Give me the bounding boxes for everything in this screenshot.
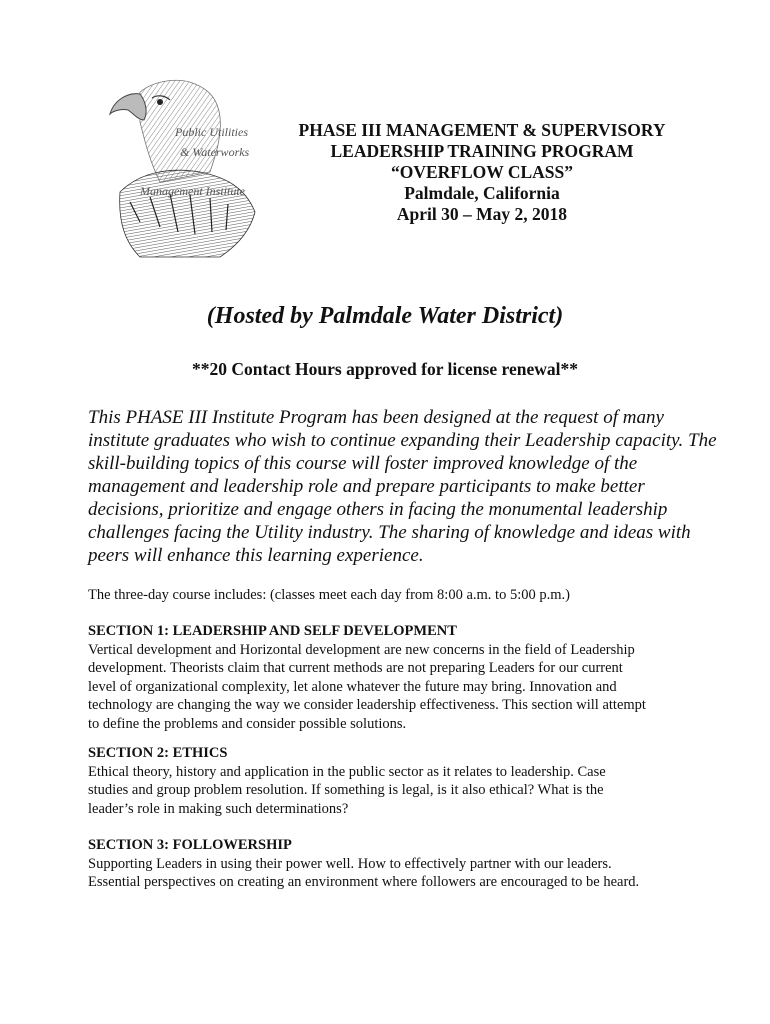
header-line-3: “OVERFLOW CLASS” (390, 162, 573, 182)
intro-line: This PHASE III Institute Program has been designed at the request of many (88, 407, 664, 428)
section-title: SECTION 3: FOLLOWERSHIP (88, 837, 292, 853)
section-title: SECTION 1: LEADERSHIP AND SELF DEVELOPMENT (88, 623, 457, 639)
contact-hours-note: **20 Contact Hours approved for license renewal** (192, 359, 578, 379)
intro-line: peers will enhance this learning experience. (88, 545, 424, 566)
section-followership (88, 836, 688, 892)
section-text-line: Ethical theory, history and application in the public sector as it relates to leadership. Case (88, 763, 606, 780)
section-text-line: Supporting Leaders in using their power well. How to effectively partner with our leaders. (88, 855, 612, 872)
section-text-line: to define the problems and consider possible solutions. (88, 715, 407, 732)
header-dates: April 30 – May 2, 2018 (396, 204, 568, 224)
intro-paragraph (88, 406, 717, 567)
section-text-line: level of organizational complexity, let alone whatever the future may bring. Innovation and (88, 678, 617, 695)
section-text-line: Vertical development and Horizontal development are new concerns in the field of Leadership (88, 641, 635, 658)
section-ethics (88, 744, 688, 818)
logo-text-line1: Public Utilities (175, 125, 248, 139)
intro-line: decisions, prioritize and engage others in facing the monumental leadership (88, 499, 668, 520)
section-text-line: leader’s role in making such determinations? (88, 800, 349, 817)
header-line-2: LEADERSHIP TRAINING PROGRAM (330, 141, 634, 161)
intro-line: management and leadership role and prepare participants to make better (88, 476, 645, 497)
intro-line: challenges facing the Utility industry. The sharing of knowledge and ideas with (88, 522, 691, 543)
header-line-1: PHASE III MANAGEMENT & SUPERVISORY (298, 120, 666, 140)
program-header (282, 120, 682, 225)
intro-line: institute graduates who wish to continue expanding their Leadership capacity. The (88, 430, 717, 451)
eagle-drawing (100, 62, 260, 262)
logo-text-line2: & Waterworks (180, 145, 250, 159)
section-text-line: Essential perspectives on creating an environment where followers are encouraged to be heard. (88, 874, 640, 890)
intro-line: skill-building topics of this course will foster improved knowledge of the (88, 453, 638, 474)
section-text-line: technology are changing the way we consider leadership effectiveness. This section will attempt (88, 697, 646, 713)
section-text-line: studies and group problem resolution. If something is legal, is it also ethical? What is the (88, 782, 604, 798)
section-leadership (88, 622, 688, 733)
header-location: Palmdale, California (404, 183, 560, 203)
section-text-line: development. Theorists claim that current methods are not preparing Leaders for our current (88, 660, 623, 676)
logo-text-line3: Management Institute (140, 184, 245, 198)
section-title: SECTION 2: ETHICS (88, 745, 228, 761)
hosted-by-heading: (Hosted by Palmdale Water District) (206, 303, 564, 329)
course-schedule-text: The three-day course includes: (classes meet each day from 8:00 a.m. to 5:00 p.m.) (88, 587, 570, 603)
eagle-logo (100, 62, 260, 262)
